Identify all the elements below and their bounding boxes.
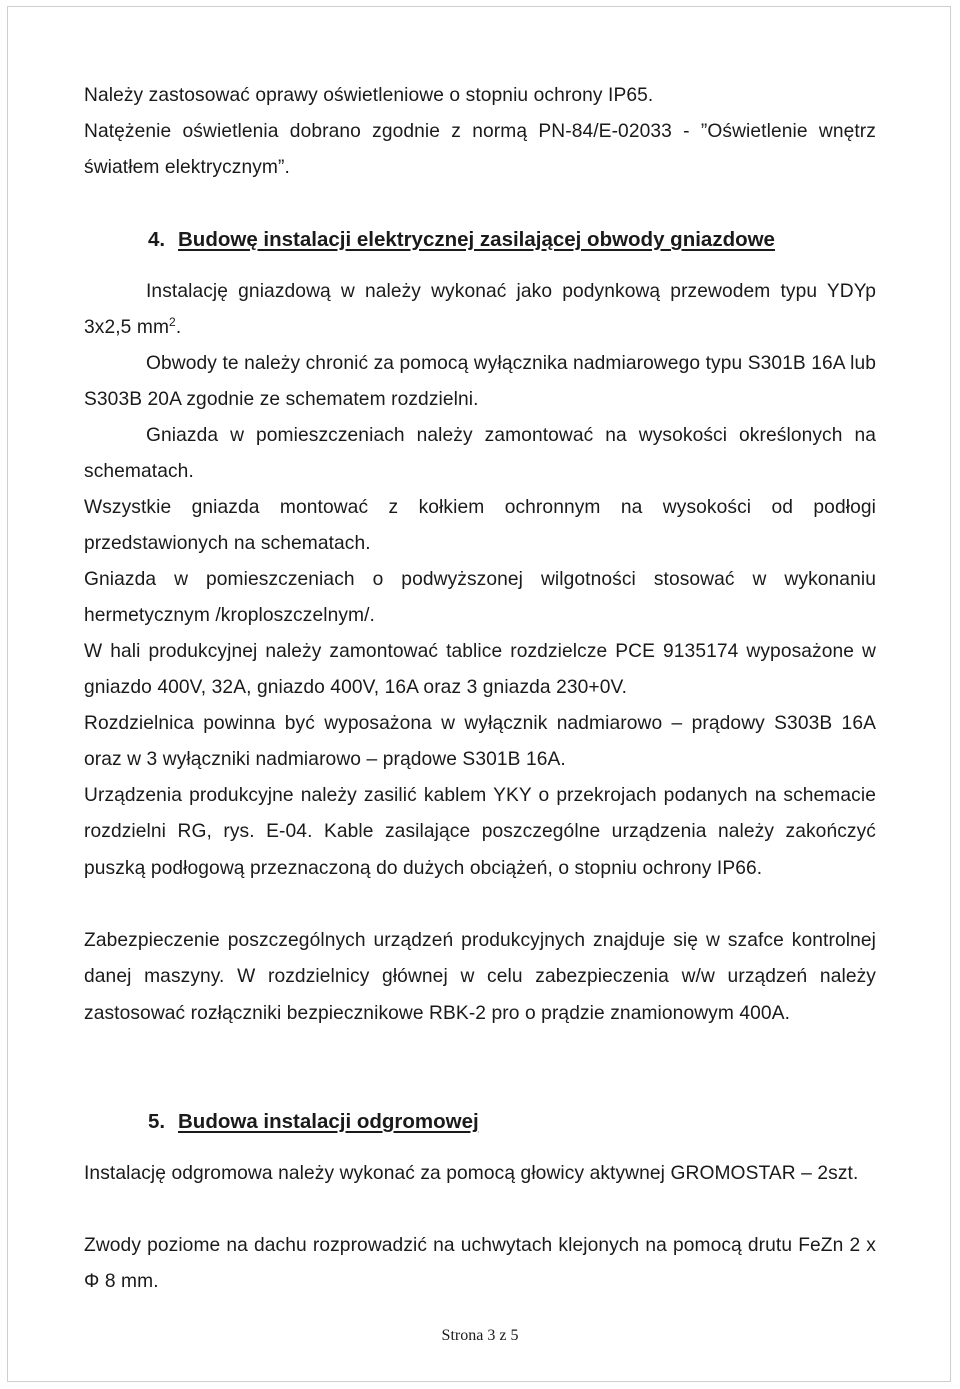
intro-line-1: Należy zastosować oprawy oświetleniowe o stopniu ochrony IP65. <box>84 85 654 106</box>
para-1-text: Instalację gniazdową w należy wykonać jako podynkową przewodem typu YDYp 3x2,5 mm <box>84 281 876 339</box>
footer-total-pages: 5 <box>510 1327 519 1344</box>
section-4-para-6: W hali produkcyjnej należy zamontować tablice rozdzielcze PCE 9135174 wyposażone w gniazdo 400V, 32A, gniazdo 400V, 16A oraz 3 gniazda 230+0V. <box>84 641 876 699</box>
footer-prefix: Strona <box>441 1327 484 1344</box>
section-4-para-3: Gniazda w pomieszczeniach należy zamontować na wysokości określonych na schematach. <box>84 425 876 483</box>
section-5-number: 5. <box>148 1110 166 1133</box>
section-4-para-4: Wszystkie gniazda montować z kołkiem ochronnym na wysokości od podłogi przedstawionych na schematach. <box>84 497 876 555</box>
section-5-para-2: Zwody poziome na dachu rozprowadzić na uchwytach klejonych na pomocą drutu FeZn 2 x Φ 8 mm. <box>84 1235 876 1293</box>
section-4-para-8: Urządzenia produkcyjne należy zasilić kablem YKY o przekrojach podanych na schemacie rozdzielni RG, rys. E-04. Kable zasilające poszczególne urządzenia należy zakończyć puszką podłogową przeznaczoną do dużych obciążeń, o stopniu ochrony IP66. <box>84 785 876 879</box>
intro-line-2: Natężenie oświetlenia dobrano zgodnie z normą PN-84/E-02033 - ”Oświetlenie wnętrz światłem elektrycznym”. <box>84 121 876 179</box>
section-4-title: Budowę instalacji elektrycznej zasilającej obwody gniazdowe <box>178 228 775 251</box>
footer-page-number: 3 <box>487 1327 496 1344</box>
section-4-para-5: Gniazda w pomieszczeniach o podwyższonej wilgotności stosować w wykonaniu hermetycznym /kroploszczelnym/. <box>84 569 876 627</box>
section-4-number: 4. <box>148 228 166 251</box>
footer-separator: z <box>499 1327 507 1344</box>
section-4-heading <box>148 222 775 258</box>
para-1-superscript: 2 <box>169 315 176 330</box>
para-1-end: . <box>175 317 182 339</box>
section-4-para-7: Rozdzielnica powinna być wyposażona w wyłącznik nadmiarowo – prądowy S303B 16A oraz w 3 wyłączniki nadmiarowo – prądowe S301B 16A. <box>84 713 876 771</box>
section-5-para-1: Instalację odgromowa należy wykonać za pomocą głowicy aktywnej GROMOSTAR – 2szt. <box>84 1163 859 1184</box>
section-4-para-9: Zabezpieczenie poszczególnych urządzeń produkcyjnych znajduje się w szafce kontrolnej danej maszyny. W rozdzielnicy głównej w celu zabezpieczenia w/w urządzeń należy zastosować rozłączniki bezpiecznikowe RBK-2 pro o prądzie znamionowym 400A. <box>84 930 876 1024</box>
section-4-para-1 <box>84 274 876 347</box>
section-4-para-2: Obwody te należy chronić za pomocą wyłącznika nadmiarowego typu S301B 16A lub S303B 20A zgodnie ze schematem rozdzielni. <box>84 353 876 411</box>
section-5-title: Budowa instalacji odgromowej <box>178 1110 479 1133</box>
section-5-heading <box>148 1104 479 1140</box>
page-footer <box>0 1326 960 1346</box>
